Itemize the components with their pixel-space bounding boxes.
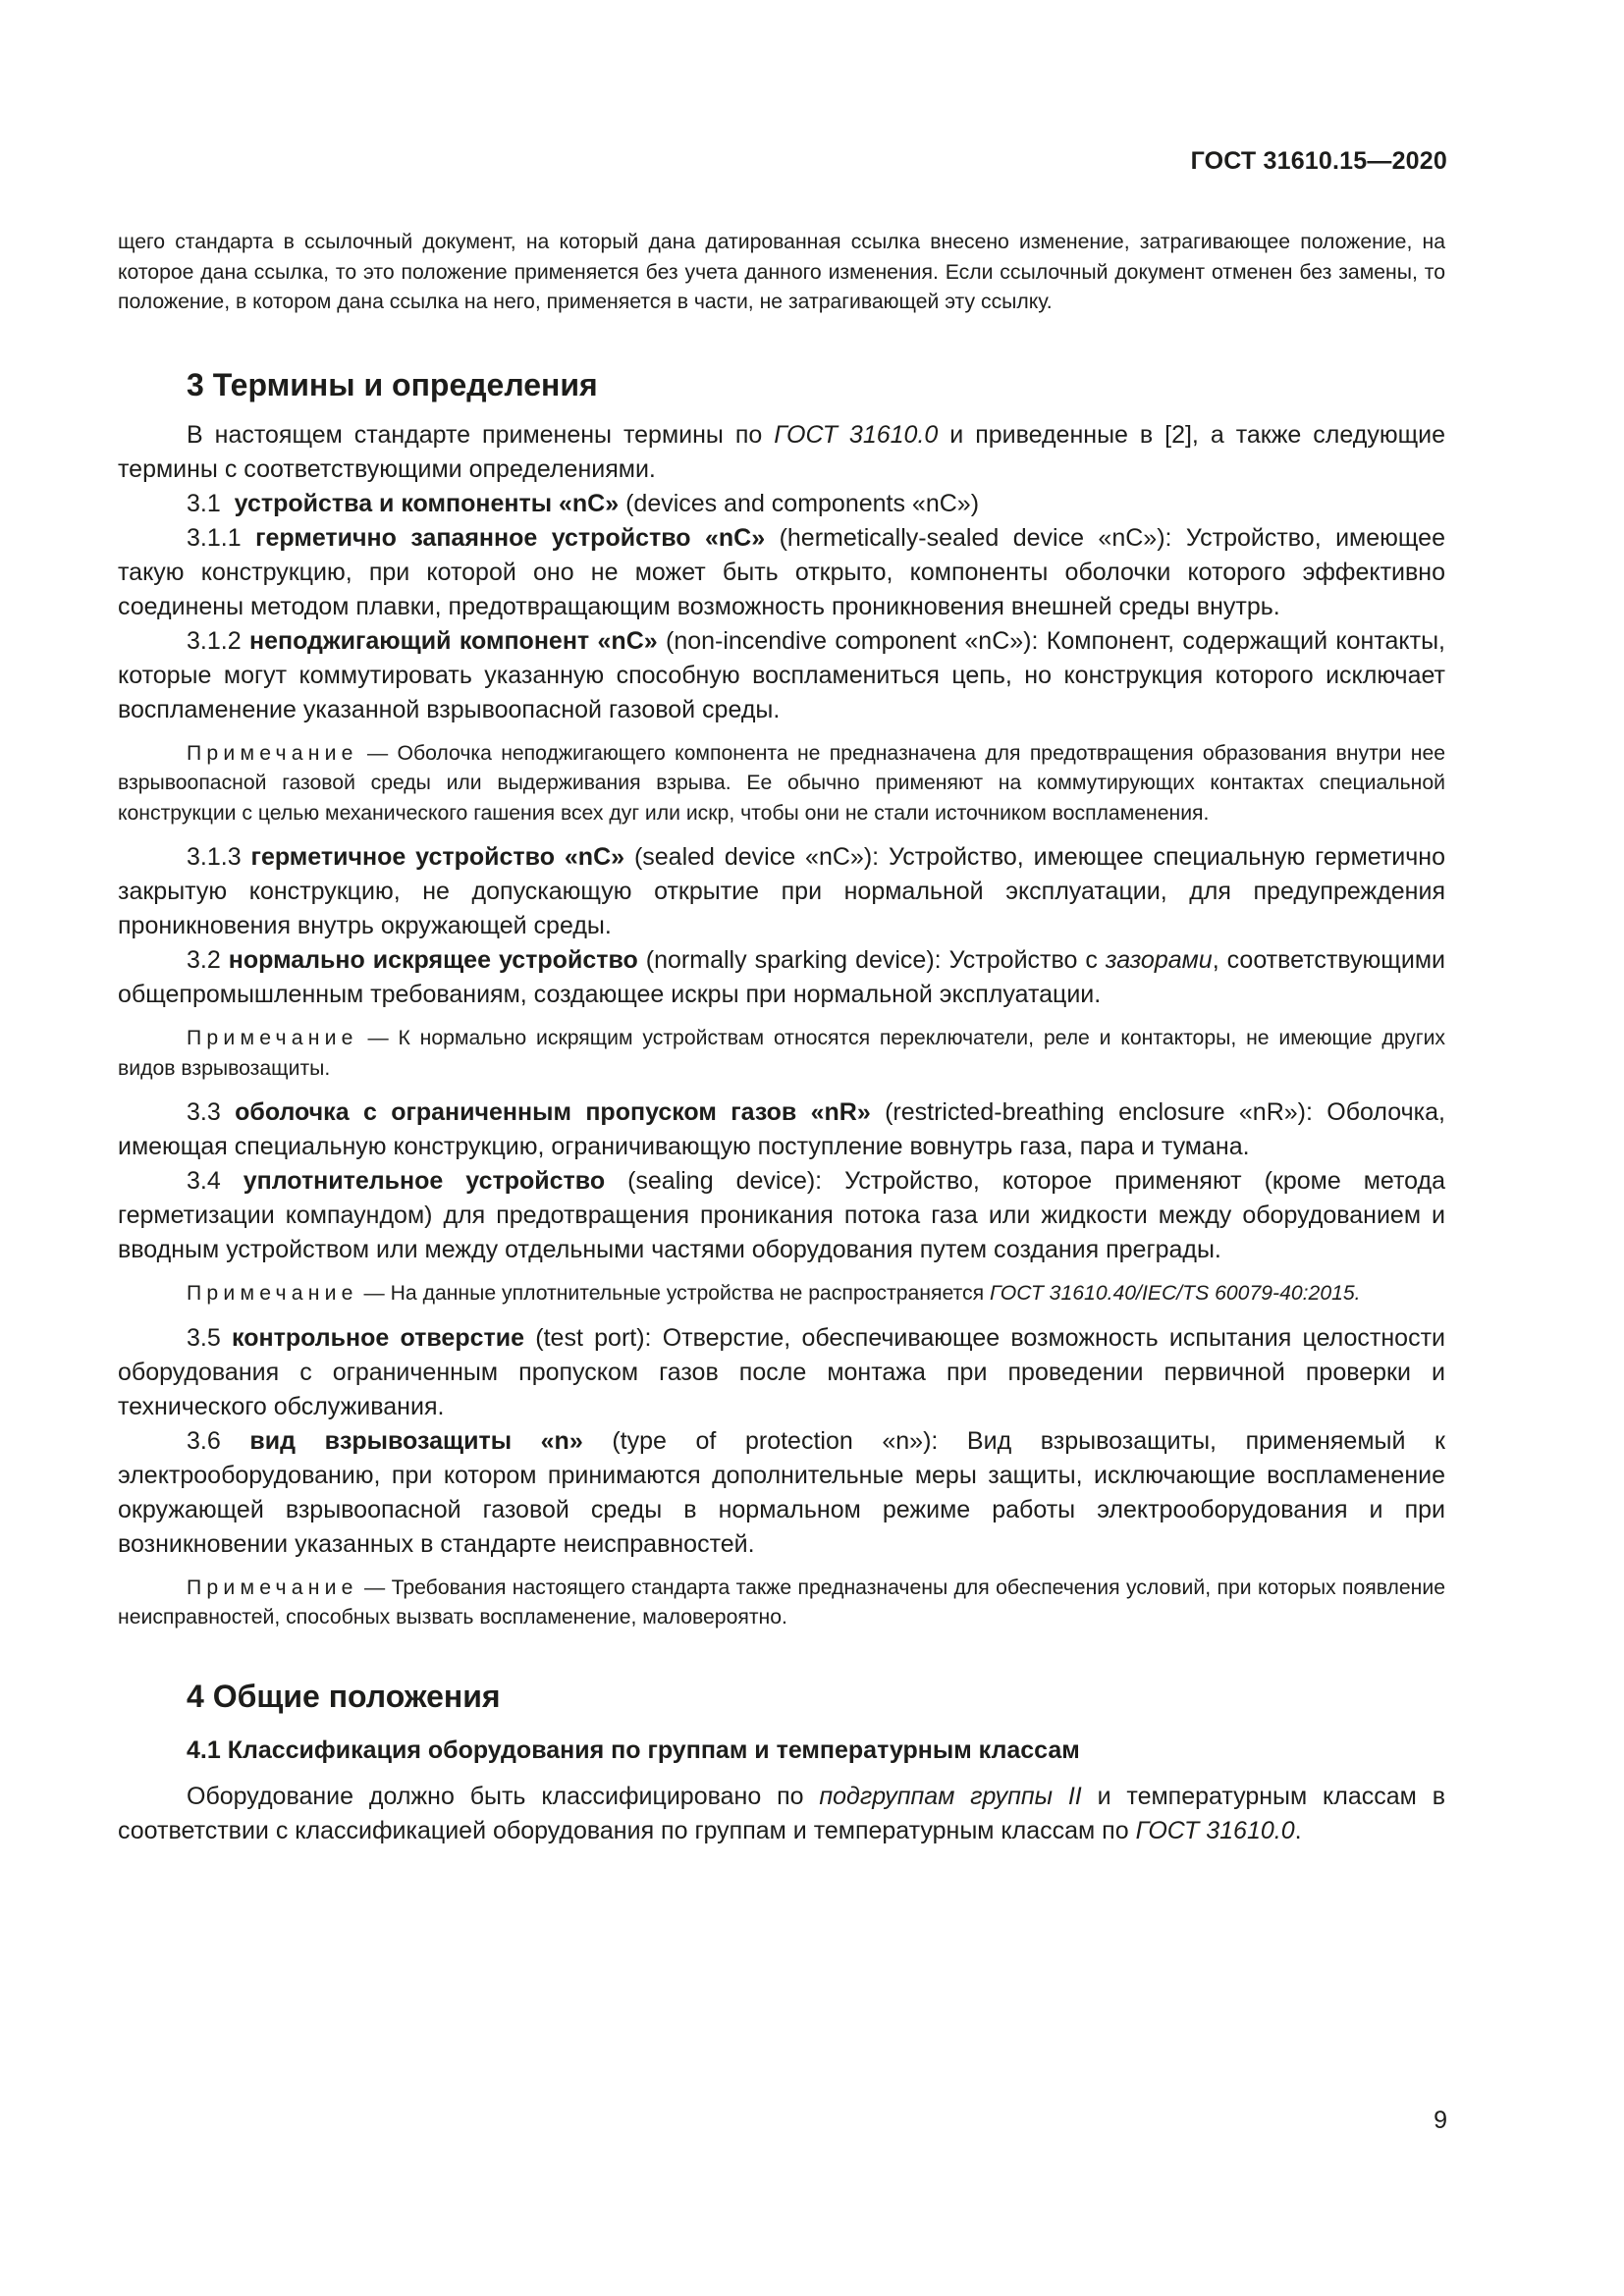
term-number: 3.5 [187, 1323, 221, 1352]
note-2 [118, 1024, 1445, 1084]
term-3-6 [118, 1424, 1445, 1562]
term-name: оболочка с ограниченным пропуском газов «nR» [235, 1098, 871, 1126]
standard-code: ГОСТ 31610.15—2020 [1190, 147, 1447, 175]
term-text: (test port): Отверстие, обеспечивающее возможность испытания целостности оборудования с ограниченным пропуском газов после монтажа при проведении первичной проверки и технического обслуживания. [118, 1323, 1445, 1420]
term-number: 3.1.3 [187, 843, 242, 871]
note-text: — К нормально искрящим устройствам относятся переключатели, реле и контакторы, не имеющие других видов взрывозащиты. [118, 1027, 1446, 1080]
term-number: 3.1.2 [187, 626, 242, 655]
term-text: (type of protection «n»): Вид взрывозащиты, применяемый к электрооборудованию, при котором принимаются дополнительные меры защиты, исключающие воспламенение окружающей взрывоопасной газовой среды в нормальном режиме работы электрооборудования и при возникновении указанных в стандарте неисправностей. [118, 1426, 1445, 1558]
note-ref: ГОСТ 31610.40/IEC/TS 60079-40:2015. [989, 1282, 1361, 1305]
term-name: герметично запаянное устройство «nC» [255, 523, 766, 552]
term-number: 3.4 [187, 1167, 221, 1195]
term-name: нормально искрящее устройство [228, 946, 638, 974]
term-3-1-1 [118, 521, 1445, 624]
note-label: Примечание [187, 741, 358, 765]
term-name: устройства и компоненты «nC» [234, 489, 620, 517]
term-3-1 [118, 487, 1445, 521]
intro-text-b: и приведенные в [2], а также следующие термины с соответствующими определениями. [118, 420, 1446, 483]
intro-text-a: В настоящем стандарте применены термины по [187, 420, 763, 449]
note-3 [118, 1279, 1445, 1309]
term-3-3 [118, 1095, 1445, 1164]
para-italic-1: подгруппам группы II [819, 1782, 1082, 1810]
para-italic-2: ГОСТ 31610.0 [1135, 1816, 1295, 1844]
term-name: неподжигающий компонент «nC» [248, 626, 658, 655]
term-number: 3.1.1 [187, 523, 242, 552]
term-3-2 [118, 943, 1445, 1012]
para-text-b: и температурным классам в соответствии с классификацией оборудования по группам и температурным классам по [118, 1782, 1445, 1844]
section-4-heading: 4 Общие положения [187, 1678, 501, 1714]
term-text: (non-incendive component «nC»): Компонент, содержащий контакты, которые могут коммутировать указанную способную воспламениться цепь, но конструкция которого исключает воспламенение указанной взрывоопасной газовой среды. [118, 626, 1445, 723]
page-number: 9 [1434, 2107, 1447, 2134]
term-number: 3.6 [187, 1426, 221, 1455]
note-text: — Требования настоящего стандарта также предназначены для обеспечения условий, при которых появление неисправностей, способных вызвать воспламенение, маловероятно. [118, 1575, 1445, 1629]
section-3-heading: 3 Термины и определения [187, 366, 598, 402]
term-name: герметичное устройство «nC» [250, 843, 625, 871]
term-text-b: , соответствующими общепромышленным требованиям, создающее искры при нормальной эксплуатации. [118, 946, 1445, 1008]
term-name: вид взрывозащиты «n» [249, 1426, 583, 1455]
term-text: (sealing device): Устройство, которое применяют (кроме метода герметизации компаундом) для предотвращения проникания потока газа или жидкости между оборудованием и вводным устройством или между отдельными частями оборудования путем создания преграды. [118, 1167, 1445, 1263]
term-text: (sealed device «nC»): Устройство, имеющее специальную герметично закрытую конструкцию, не допускающую открытие при нормальной эксплуатации, для предупреждения проникновения внутрь окружающей среды. [118, 843, 1445, 939]
term-number: 3.1 [187, 489, 221, 517]
note-label: Примечание [187, 1575, 358, 1599]
term-number: 3.3 [187, 1098, 221, 1126]
term-italic: зазорами [1105, 946, 1213, 974]
para-text-c: . [1294, 1816, 1302, 1844]
term-text: (devices and components «nC») [625, 489, 980, 517]
term-name: уплотнительное устройство [243, 1167, 606, 1195]
note-label: Примечание [187, 1027, 358, 1049]
note-text: — Оболочка неподжигающего компонента не предназначена для предотвращения образования внутри нее взрывоопасной газовой среды или выдерживания взрыва. Ее обычно применяют на коммутирующих контактах специальной конструкции с целью механического гашения всех дуг или искр, чтобы они не стали источником воспламенения. [118, 741, 1446, 825]
note-1 [118, 739, 1445, 829]
term-3-4 [118, 1164, 1445, 1267]
term-3-1-2 [118, 624, 1445, 727]
term-number: 3.2 [187, 946, 221, 974]
subsection-4-1-heading: 4.1 Классификация оборудования по группам и температурным классам [187, 1735, 1080, 1764]
para-text-a: Оборудование должно быть классифицировано по [187, 1782, 804, 1810]
term-name: контрольное отверстие [232, 1323, 525, 1352]
section-3-intro [118, 418, 1445, 487]
page-content [118, 228, 1445, 1848]
term-3-1-3 [118, 840, 1445, 943]
term-text-a: (normally sparking device): Устройство с [645, 946, 1098, 974]
term-3-5 [118, 1321, 1445, 1424]
intro-paragraph: щего стандарта в ссылочный документ, на который дана датированная ссылка внесено изменение, затрагивающее положение, на которое дана ссылка, то это положение применяется без учета данного изменения. Если ссылочный документ отменен без замены, то положение, в котором дана ссылка на него, применяется в части, не затрагивающей эту ссылку. [118, 231, 1445, 313]
note-text: — На данные уплотнительные устройства не распространяется [363, 1282, 985, 1305]
term-text: (restricted-breathing enclosure «nR»): Оболочка, имеющая специальную конструкцию, ограничивающую поступление вовнутрь газа, пара и тумана. [118, 1098, 1445, 1160]
note-label: Примечание [187, 1282, 358, 1305]
note-4 [118, 1574, 1445, 1633]
section-4-1-paragraph [118, 1780, 1445, 1848]
intro-ref: ГОСТ 31610.0 [774, 420, 939, 449]
term-text: (hermetically-sealed device «nC»): Устройство, имеющее такую конструкцию, при которой оно не может быть открыто, компоненты оболочки которого эффективно соединены методом плавки, предотвращающим возможность проникновения внешней среды внутрь. [118, 523, 1445, 620]
